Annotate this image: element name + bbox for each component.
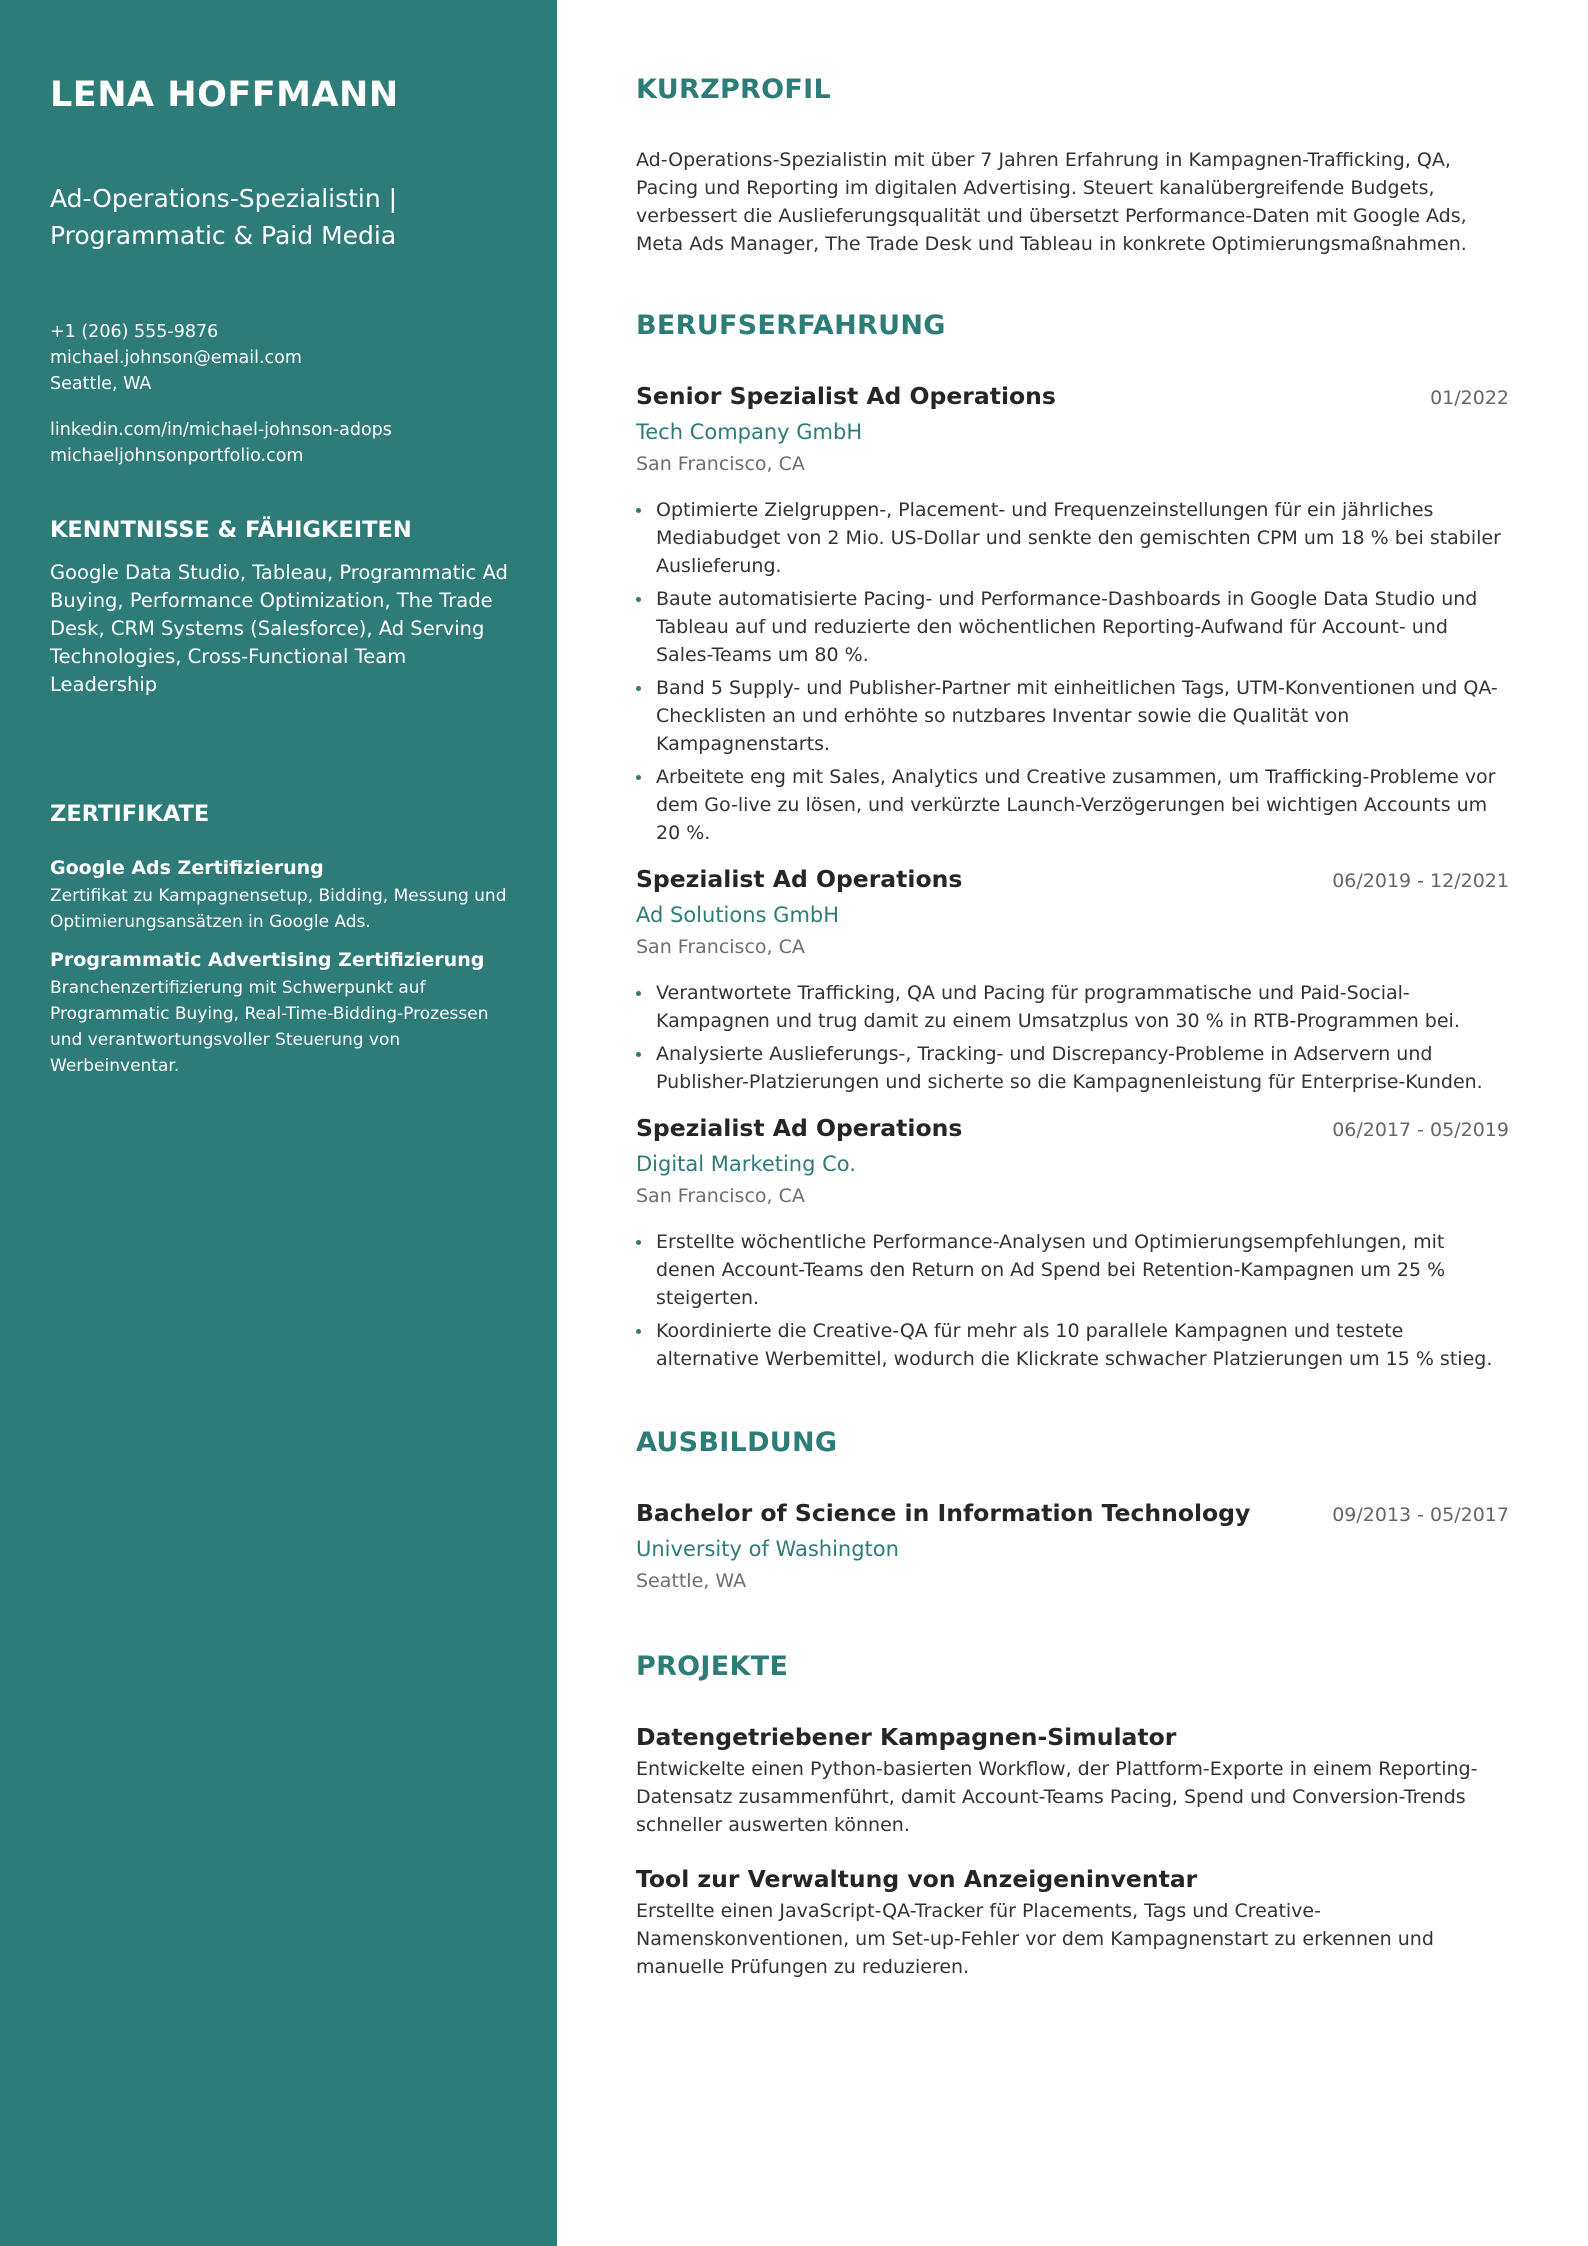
project-title: Tool zur Verwaltung von Anzeigeninventar: [636, 1865, 1198, 1893]
projects-title: PROJEKTE: [636, 1651, 789, 1682]
education-entry: [636, 1497, 1509, 1597]
cert-desc: Zertifikat zu Kampagnensetup, Bidding, Messung und Optimierungsansätzen in Google Ads.: [50, 886, 507, 932]
job-entry: [636, 380, 1509, 847]
project-desc: Entwickelte einen Python-basierten Workflow, der Plattform-Exporte in einem Reporting-Datensatz zusammenführt, damit Account-Teams Pacing, Spend und Conversion-Trends schneller auswerten können.: [636, 1758, 1478, 1836]
project-item: [636, 1721, 1509, 1839]
cert-item: [50, 947, 517, 1079]
job-bullets: [636, 1228, 1509, 1373]
cert-name: Programmatic Advertising Zertifizierung: [50, 949, 485, 971]
cert-item: [50, 855, 517, 935]
experience-title: BERUFSERFAHRUNG: [636, 310, 946, 341]
bullet-item: Arbeitete eng mit Sales, Analytics und Creative zusammen, um Trafficking-Probleme vor dem Go-live zu lösen, und verkürzte Launch-Verzögerungen bei wichtigen Accounts um 20 %.: [636, 763, 1509, 847]
job-location: San Francisco, CA: [636, 453, 805, 475]
bullet-item: Band 5 Supply- und Publisher-Partner mit einheitlichen Tags, UTM-Konventionen und QA-Checklisten an und erhöhte so nutzbares Inventar sowie die Qualität von Kampagnenstarts.: [636, 674, 1509, 758]
school: University of Washington: [636, 1537, 899, 1561]
projects-section: [636, 1649, 1509, 1981]
candidate-name: LENA HOFFMANN: [50, 75, 399, 115]
summary-text: Ad-Operations-Spezialistin mit über 7 Jahren Erfahrung in Kampagnen-Trafficking, QA, Pacing und Reporting im digitalen Advertising. Steuert kanalübergreifende Budgets, verbessert die Auslieferungsqualität und übersetzt Performance-Daten mit Google Ads, Meta Ads Manager, The Trade Desk und Tableau in konkrete Optimierungsmaßnahmen.: [636, 149, 1467, 255]
summary-section: [636, 72, 1509, 258]
job-title: Spezialist Ad Operations: [636, 1114, 963, 1142]
degree: Bachelor of Science in Information Technology: [636, 1499, 1251, 1527]
bullet-item: Verantwortete Trafficking, QA und Pacing für programmatische und Paid-Social-Kampagnen und trug damit zu einem Umsatzplus von 30 % in RTB-Programmen bei.: [636, 979, 1509, 1035]
contact-location: Seattle, WA: [50, 374, 152, 394]
certs-section: [50, 799, 517, 1079]
job-title: Senior Spezialist Ad Operations: [636, 382, 1056, 410]
bullet-item: Analysierte Auslieferungs-, Tracking- und Discrepancy-Probleme in Adservern und Publisher-Platzierungen und sicherte so die Kampagnenleistung für Enterprise-Kunden.: [636, 1040, 1509, 1096]
contact-block: [50, 319, 517, 469]
job-entry: [636, 1112, 1509, 1373]
cert-name: Google Ads Zertifizierung: [50, 857, 324, 879]
job-company: Tech Company GmbH: [636, 420, 863, 444]
experience-section: [636, 308, 1509, 1373]
bullet-item: Koordinierte die Creative-QA für mehr als 10 parallele Kampagnen und testete alternative Werbemittel, wodurch die Klickrate schwacher Platzierungen um 15 % stieg.: [636, 1317, 1509, 1373]
cert-desc: Branchenzertifizierung mit Schwerpunkt auf Programmatic Buying, Real-Time-Bidding-Prozessen und verantwortungsvoller Steuerung von Werbeinventar.: [50, 978, 489, 1076]
job-date: 06/2017 - 05/2019: [1332, 1119, 1509, 1141]
job-bullets: [636, 496, 1509, 847]
skills-section: [50, 515, 517, 699]
job-title: Spezialist Ad Operations: [636, 865, 963, 893]
job-location: San Francisco, CA: [636, 936, 805, 958]
skills-text: Google Data Studio, Tableau, Programmatic Ad Buying, Performance Optimization, The Trade Desk, CRM Systems (Salesforce), Ad Serving Technologies, Cross-Functional Team Leadership: [50, 561, 508, 696]
skills-title: KENNTNISSE & FÄHIGKEITEN: [50, 517, 412, 543]
education-date: 09/2013 - 05/2017: [1332, 1504, 1509, 1526]
job-bullets: [636, 979, 1509, 1096]
job-company: Digital Marketing Co.: [636, 1152, 856, 1176]
project-desc: Erstellte einen JavaScript-QA-Tracker für Placements, Tags und Creative-Namenskonventionen, um Set-up-Fehler vor dem Kampagnenstart zu erkennen und manuelle Prüfungen zu reduzieren.: [636, 1900, 1434, 1978]
bullet-item: Optimierte Zielgruppen-, Placement- und Frequenzeinstellungen für ein jährliches Mediabudget von 2 Mio. US-Dollar und senkte den gemischten CPM um 18 % bei stabiler Auslieferung.: [636, 496, 1509, 580]
phone: +1 (206) 555-9876: [50, 322, 219, 342]
job-location: San Francisco, CA: [636, 1185, 805, 1207]
sidebar: [0, 0, 557, 2246]
project-title: Datengetriebener Kampagnen-Simulator: [636, 1723, 1177, 1751]
portfolio-link[interactable]: michaeljohnsonportfolio.com: [50, 446, 304, 466]
job-date: 01/2022: [1430, 387, 1509, 409]
bullet-item: Erstellte wöchentliche Performance-Analysen und Optimierungsempfehlungen, mit denen Account-Teams den Return on Ad Spend bei Retention-Kampagnen um 25 % steigerten.: [636, 1228, 1509, 1312]
job-company: Ad Solutions GmbH: [636, 903, 840, 927]
job-entry: [636, 863, 1509, 1096]
education-location: Seattle, WA: [636, 1570, 747, 1592]
email-link[interactable]: michael.johnson@email.com: [50, 348, 302, 368]
certs-title: ZERTIFIKATE: [50, 801, 210, 827]
job-date: 06/2019 - 12/2021: [1332, 870, 1509, 892]
linkedin-link[interactable]: linkedin.com/in/michael-johnson-adops: [50, 420, 392, 440]
summary-title: KURZPROFIL: [636, 74, 831, 105]
education-section: [636, 1425, 1509, 1597]
project-item: [636, 1863, 1509, 1981]
headline: Ad-Operations-Spezialistin | Programmatic & Paid Media: [50, 184, 398, 250]
main-content: [557, 0, 1588, 2246]
education-title: AUSBILDUNG: [636, 1427, 838, 1458]
bullet-item: Baute automatisierte Pacing- und Performance-Dashboards in Google Data Studio und Tableau auf und reduzierte den wöchentlichen Reporting-Aufwand für Account- und Sales-Teams um 80 %.: [636, 585, 1509, 669]
